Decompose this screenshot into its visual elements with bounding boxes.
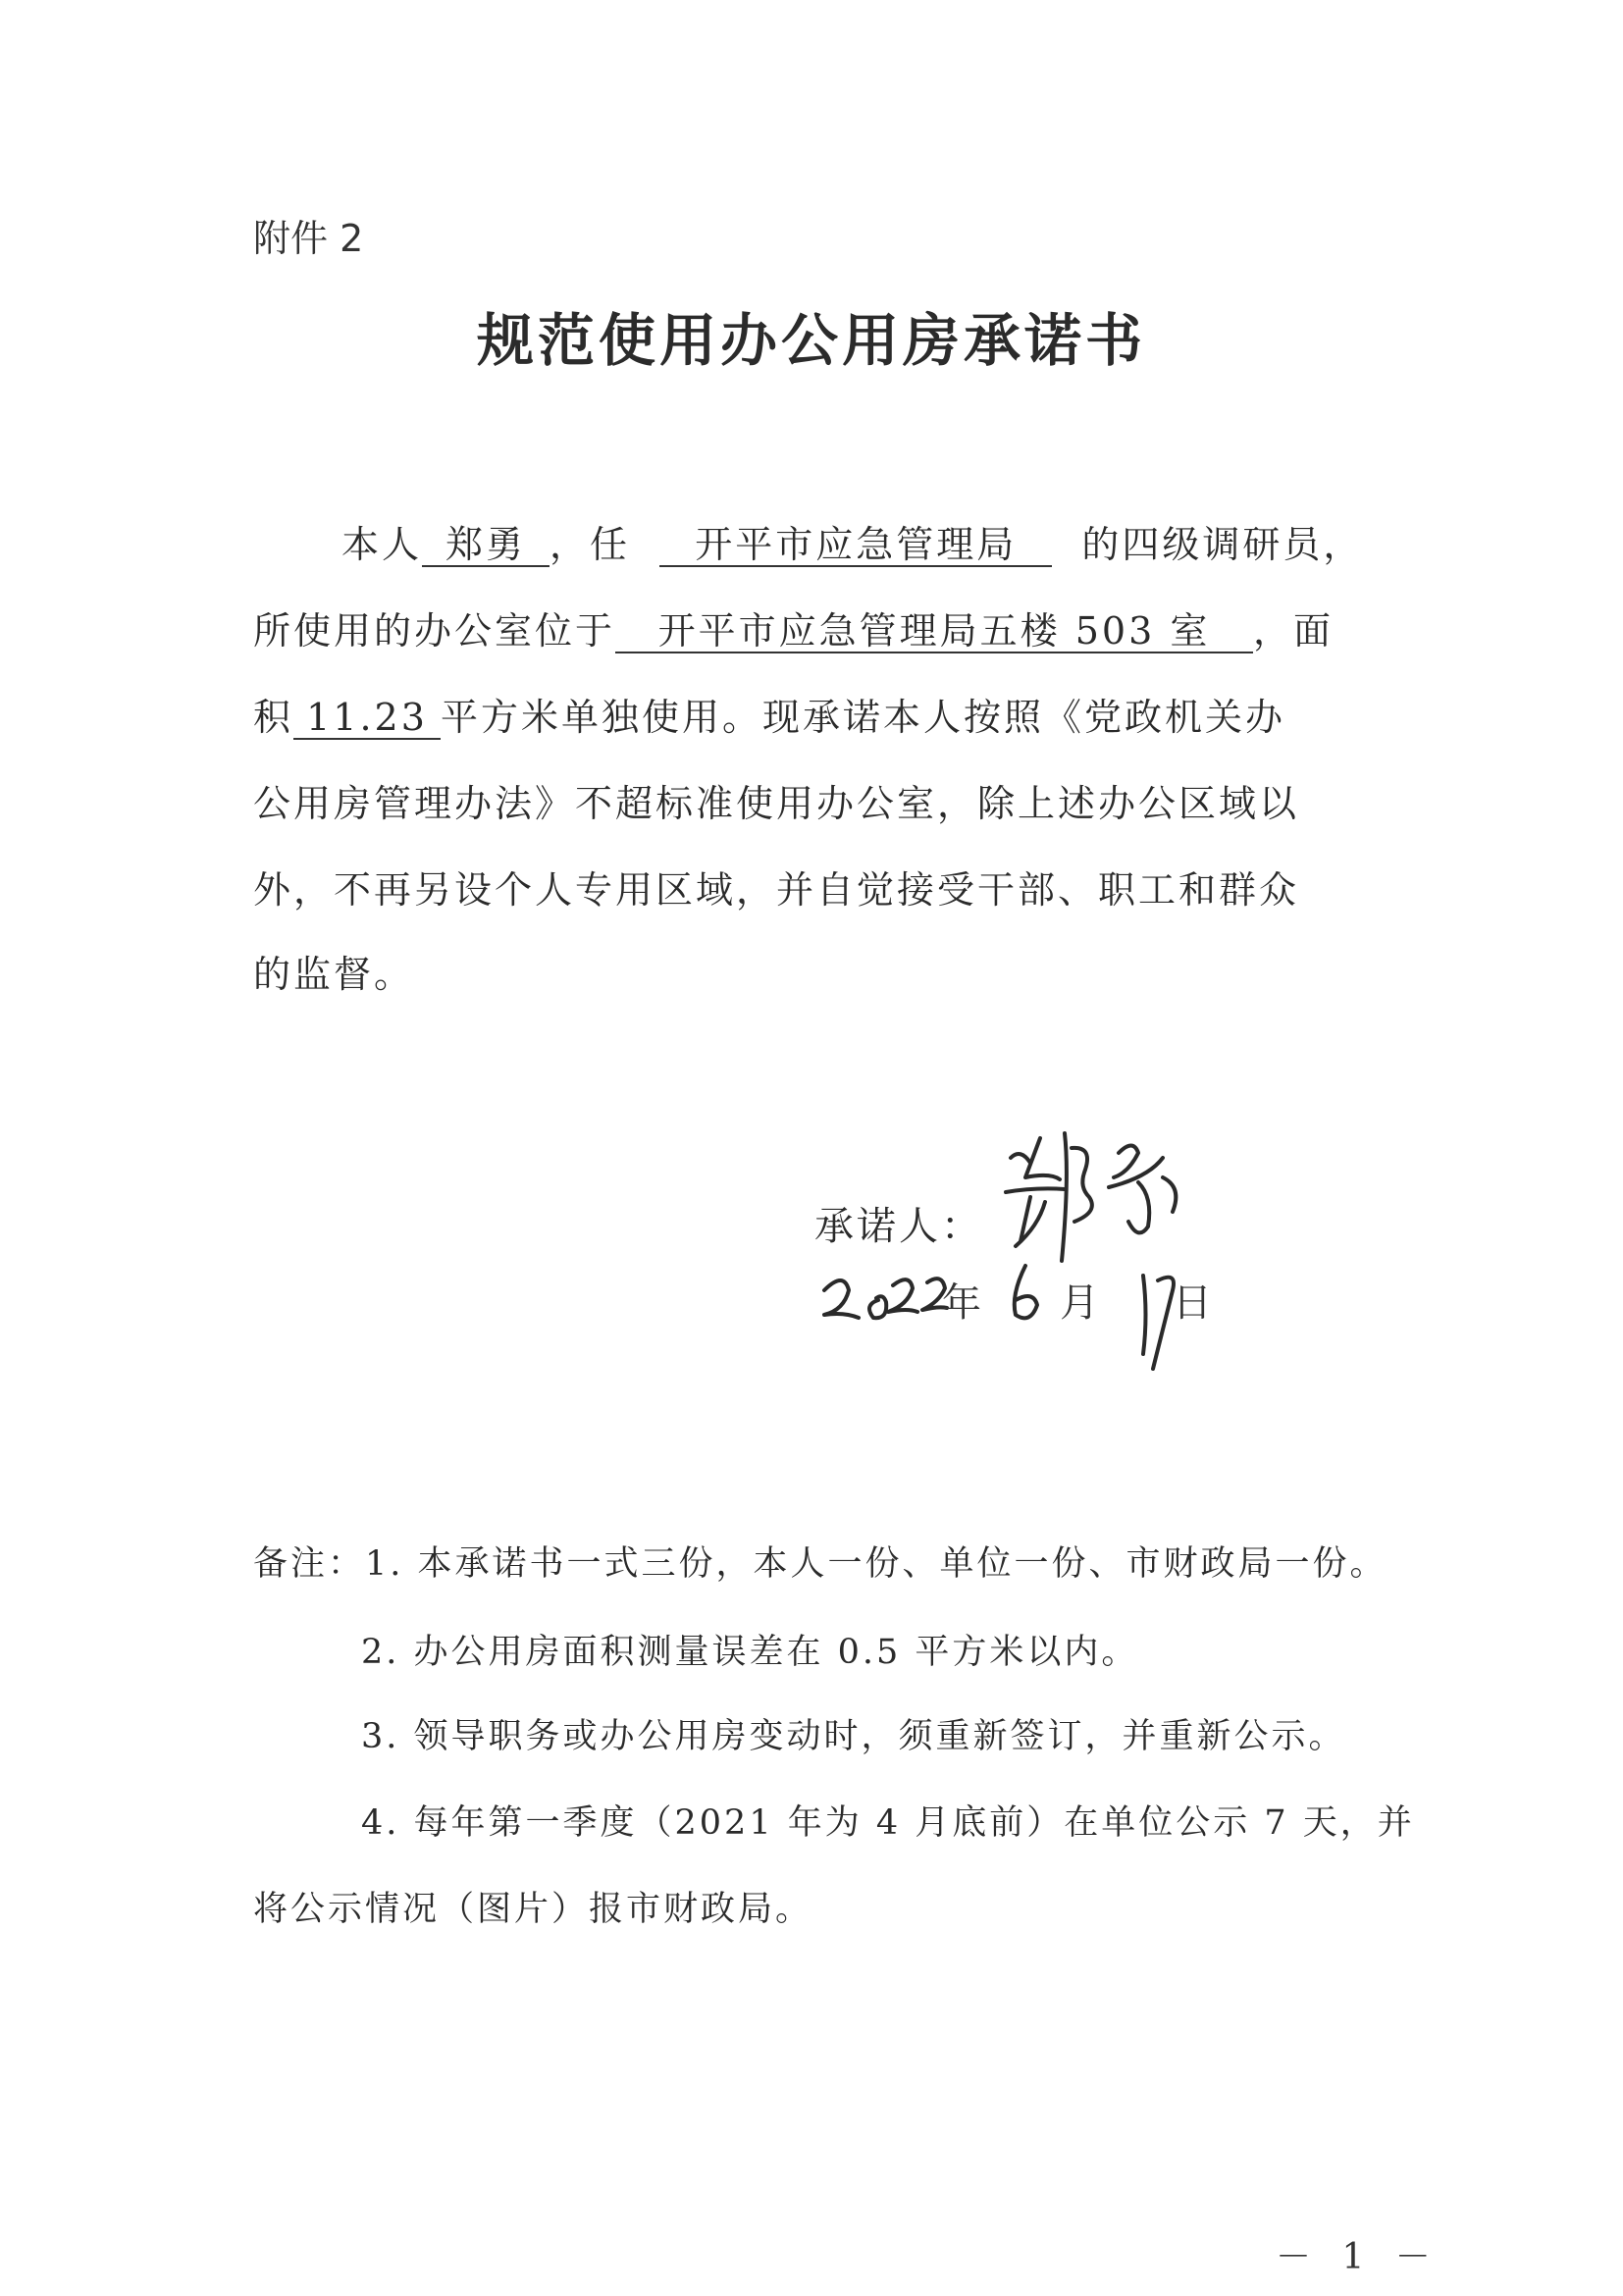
- name-fill: 郑勇: [422, 526, 550, 567]
- body-line-5: 外，不再另设个人专用区域，并自觉接受干部、职工和群众: [253, 868, 1300, 912]
- body-line-4: 公用房管理办法》不超标准使用办公室，除上述办公区域以: [253, 782, 1300, 825]
- page-title: 规范使用办公用房承诺书: [476, 307, 1146, 374]
- unit-fill: 开平市应急管理局: [659, 526, 1052, 567]
- handwritten-date: [819, 1261, 1231, 1379]
- handwritten-signature: [991, 1119, 1197, 1276]
- note-1: 备注：1. 本承诺书一式三份，本人一份、单位一份、市财政局一份。: [253, 1544, 1387, 1584]
- signer-label: 承诺人：: [814, 1204, 983, 1249]
- body-line-1: 本人 郑勇 ，任 开平市应急管理局 的四级调研员，: [341, 523, 1364, 566]
- page-number: － 1 －: [1276, 2237, 1440, 2277]
- attachment-label: 附件 2: [253, 217, 364, 260]
- month-mark: 月: [1060, 1280, 1099, 1326]
- area-fill: 11.23: [293, 699, 441, 740]
- body-line-6: 的监督。: [253, 953, 415, 996]
- day-mark: 日: [1173, 1280, 1212, 1326]
- note-4-cont: 将公示情况（图片）报市财政局。: [253, 1890, 813, 1929]
- body-line-2: 所使用的办公室位于 开平市应急管理局五楼 503 室 ，面: [253, 609, 1335, 652]
- office-location-fill: 开平市应急管理局五楼 503 室: [615, 612, 1253, 653]
- year-mark: 年: [942, 1280, 981, 1326]
- note-3: 3. 领导职务或办公用房变动时，须重新签订，并重新公示。: [361, 1717, 1346, 1756]
- note-2: 2. 办公用房面积测量误差在 0.5 平方米以内。: [361, 1633, 1139, 1672]
- note-4: 4. 每年第一季度（2021 年为 4 月底前）在单位公示 7 天，并: [361, 1803, 1415, 1843]
- body-line-3: 积 11.23 平方米单独使用。现承诺本人按照《党政机关办: [253, 696, 1286, 739]
